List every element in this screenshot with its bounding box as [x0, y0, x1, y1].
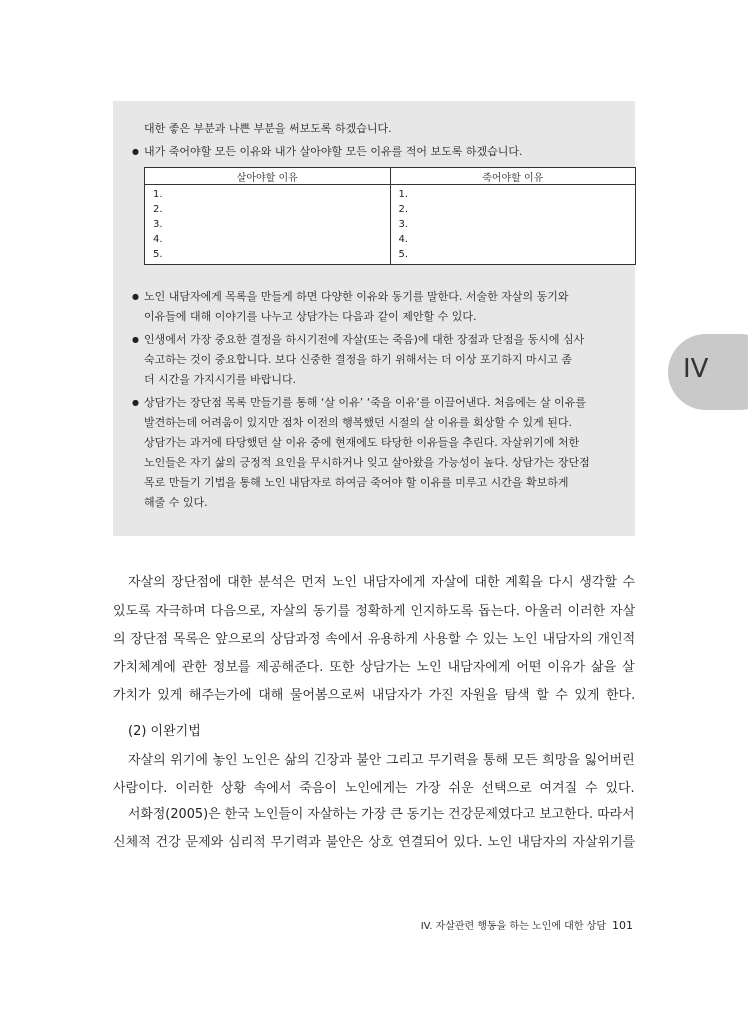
bullet2-line: 노인 내담자에게 목록을 만들게 하면 다양한 이유와 동기를 말한다. 서술한 자살의 동기와	[144, 290, 569, 303]
running-title: IV. 자살관련 행동을 하는 노인에 대한 상담	[420, 921, 606, 932]
chapter-tab-label: IV	[683, 354, 709, 384]
bullet3-line: 인생에서 가장 중요한 결정을 하시기전에 자살(또는 죽음)에 대한 장점과 단점을 동시에 심사	[144, 333, 585, 346]
bullet1-text: 내가 죽어야할 모든 이유와 내가 살아야할 모든 이유를 적어 보도록 하겠습니다.	[144, 145, 523, 158]
section-heading: (2) 이완기법	[128, 724, 201, 739]
bullet-dot-icon: ●	[132, 335, 139, 344]
die-reasons-cell	[390, 185, 636, 265]
bullet2-line: 이유들에 대해 이야기를 나누고 상담가는 다음과 같이 제안할 수 있다.	[144, 310, 477, 323]
para1-line: 가치가 있게 해주는가에 대해 물어봄으로써 내담자가 가진 자원을 탐색 할 수 있게 한다.	[113, 688, 636, 703]
list-number: 2.	[153, 204, 163, 215]
para1-line: 자살의 장단점에 대한 분석은 먼저 노인 내담자에게 자살에 대한 계획을 다시 생각할 수	[128, 575, 636, 590]
list-number: 5.	[153, 249, 163, 260]
para1-line: 있도록 자극하며 다음으로, 자살의 동기를 정확하게 인지하도록 돕는다. 아울러 이러한 자살	[113, 604, 636, 619]
para1-line: 의 장단점 목록은 앞으로의 상담과정 속에서 유용하게 사용할 수 있는 노인 내담자의 개인적	[113, 632, 636, 647]
bullet4-line: 상담가는 장단점 목록 만들기를 통해 ‘살 이유’ ‘죽을 이유’를 이끌어낸다. 처음에는 살 이유를	[144, 396, 586, 409]
bullet-dot-icon: ●	[132, 147, 139, 156]
bullet4-line: 발견하는데 어려움이 있지만 점차 이전의 행복했던 시절의 살 이유를 회상할 수 있게 된다.	[144, 416, 572, 429]
list-number: 1.	[398, 189, 409, 200]
page-number: 101	[612, 919, 633, 932]
para3-line: 서화정(2005)은 한국 노인들이 자살하는 가장 큰 동기는 건강문제였다고 보고한다. 따라서	[128, 807, 635, 822]
list-number: 5.	[398, 249, 409, 260]
exercise-box	[113, 101, 635, 536]
bullet-dot-icon: ●	[132, 292, 139, 301]
bullet4-line: 노인들은 자기 삶의 긍정적 요인을 무시하거나 잊고 살아왔을 가능성이 높다. 상담가는 장단점	[144, 456, 590, 469]
live-reasons-cell	[145, 185, 391, 265]
die-reasons-header: 죽어야할 이유	[390, 168, 636, 185]
bullet4-line: 상담가는 과거에 타당했던 살 이유 중에 현재에도 타당한 이유들을 추린다. 자살위기에 처한	[144, 436, 580, 449]
para2-line: 자살의 위기에 놓인 노인은 삶의 긴장과 불안 그리고 무기력을 통해 모든 희망을 잃어버린	[128, 753, 635, 768]
page-footer	[0, 917, 633, 932]
bullet4-line: 해줄 수 있다.	[144, 496, 208, 509]
para1-line: 가치체계에 관한 정보를 제공해준다. 또한 상담가는 노인 내담자에게 어떤 이유가 삶을 살	[113, 660, 635, 675]
list-number: 3.	[153, 219, 163, 230]
box-intro-line: 대한 좋은 부분과 나쁜 부분을 써보도록 하겠습니다.	[144, 122, 392, 135]
table-row	[145, 185, 636, 265]
list-number: 3.	[398, 219, 409, 230]
bullet3-line: 더 시간을 가지시기를 바랍니다.	[144, 373, 297, 386]
bullet4-line: 목로 만들기 기법을 통해 노인 내담자로 하여금 죽어야 할 이유를 미루고 시간을 확보하게	[144, 476, 569, 489]
table-header-row	[145, 168, 636, 185]
list-number: 2.	[398, 204, 409, 215]
para3-line: 신체적 건강 문제와 심리적 무기력과 불안은 상호 연결되어 있다. 노인 내담자의 자살위기를	[113, 835, 636, 850]
bullet-dot-icon: ●	[132, 398, 139, 407]
live-reasons-header: 살아야할 이유	[145, 168, 391, 185]
bullet3-line: 숙고하는 것이 중요합니다. 보다 신중한 결정을 하기 위해서는 더 이상 포기하지 마시고 좀	[144, 353, 572, 366]
list-number: 4.	[398, 234, 409, 245]
list-number: 1.	[153, 189, 163, 200]
para2-line: 사람이다. 이러한 상황 속에서 죽음이 노인에게는 가장 쉬운 선택으로 여겨질 수 있다.	[113, 781, 635, 796]
reasons-table	[144, 167, 636, 265]
list-number: 4.	[153, 234, 163, 245]
